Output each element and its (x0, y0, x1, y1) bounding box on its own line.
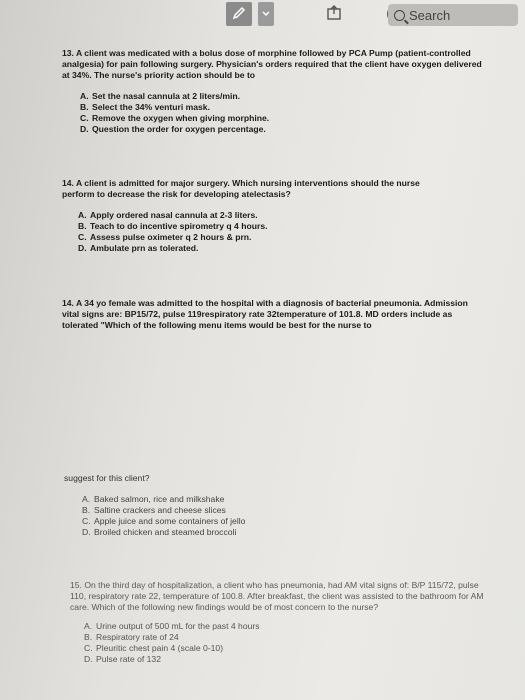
answer-option[interactable]: D. Broiled chicken and steamed broccoli (82, 527, 237, 537)
answer-option[interactable]: A. Urine output of 500 mL for the past 4 hours (84, 621, 260, 631)
answer-option[interactable]: B. Saltine crackers and cheese slices (82, 505, 226, 515)
answer-option[interactable]: C. Pleuritic chest pain 4 (scale 0-10) (84, 643, 224, 653)
answer-option[interactable]: B. Select the 34% venturi mask. (80, 102, 210, 112)
question-13 (62, 48, 482, 135)
share-icon (325, 4, 343, 25)
question-stem: 14. A client is admitted for major surgery. Which nursing interventions should the nurse perform to decrease the risk for developing atelectasis? (62, 178, 420, 199)
question-14-pneumonia (62, 298, 482, 331)
answer-option[interactable]: A. Baked salmon, rice and milkshake (82, 494, 225, 504)
answer-option[interactable]: B. Teach to do incentive spirometry q 4 hours. (78, 221, 268, 231)
answer-option[interactable]: A. Apply ordered nasal cannula at 2-3 liters. (78, 210, 258, 220)
question-14-continued (64, 473, 464, 538)
answer-option[interactable]: A. Set the nasal cannula at 2 liters/min. (80, 91, 241, 101)
toolbar (226, 0, 410, 28)
answer-option[interactable]: D. Question the order for oxygen percentage. (80, 124, 266, 134)
pen-options-dropdown[interactable] (258, 2, 274, 26)
question-stem: 15. On the third day of hospitalization, a client who has pneumonia, had AM vital signs of: B/P 115/72, pulse 110, respiratory rate 22, temperature of 100.8. After breakfast, the client was assisted to the bathroom for AM care. Which of the following new findings would be of most concern to the nurse? (70, 580, 484, 612)
question-stem: 14. A 34 yo female was admitted to the hospital with a diagnosis of bacterial pneumonia. Admission vital signs are: BP15/72, pulse 119respiratory rate 32temperature of 101.8. MD orders include as tolerated "Which of the following menu items would be best for the nurse to (62, 298, 468, 330)
question-15 (70, 580, 495, 665)
search-input[interactable] (409, 8, 509, 23)
answer-option[interactable]: B. Respiratory rate of 24 (84, 632, 179, 642)
answer-option[interactable]: C. Remove the oxygen when giving morphine. (80, 113, 270, 123)
answer-option[interactable]: C. Apple juice and some containers of jello (82, 516, 246, 526)
answer-options (80, 91, 482, 135)
question-stem-continuation: suggest for this client? (64, 473, 150, 483)
answer-option[interactable]: D. Pulse rate of 132 (84, 654, 161, 664)
question-stem: 13. A client was medicated with a bolus dose of morphine followed by PCA Pump (patient-controlled analgesia) for pain following surgery. Physician's orders required that the client have oxygen delivered at 34%. The nurse's priority action should be to (62, 48, 482, 80)
pen-tool-button[interactable] (226, 2, 252, 26)
answer-options (82, 494, 464, 538)
share-button[interactable] (320, 2, 348, 26)
question-14-atelectasis (62, 178, 422, 254)
search-icon (394, 10, 405, 21)
answer-option[interactable]: D. Ambulate prn as tolerated. (78, 243, 199, 253)
answer-options (84, 621, 495, 665)
pen-icon (232, 6, 246, 23)
answer-option[interactable]: C. Assess pulse oximeter q 2 hours & prn. (78, 232, 252, 242)
search-field[interactable] (388, 4, 518, 26)
chevron-down-icon (262, 9, 270, 20)
answer-options (78, 210, 422, 254)
